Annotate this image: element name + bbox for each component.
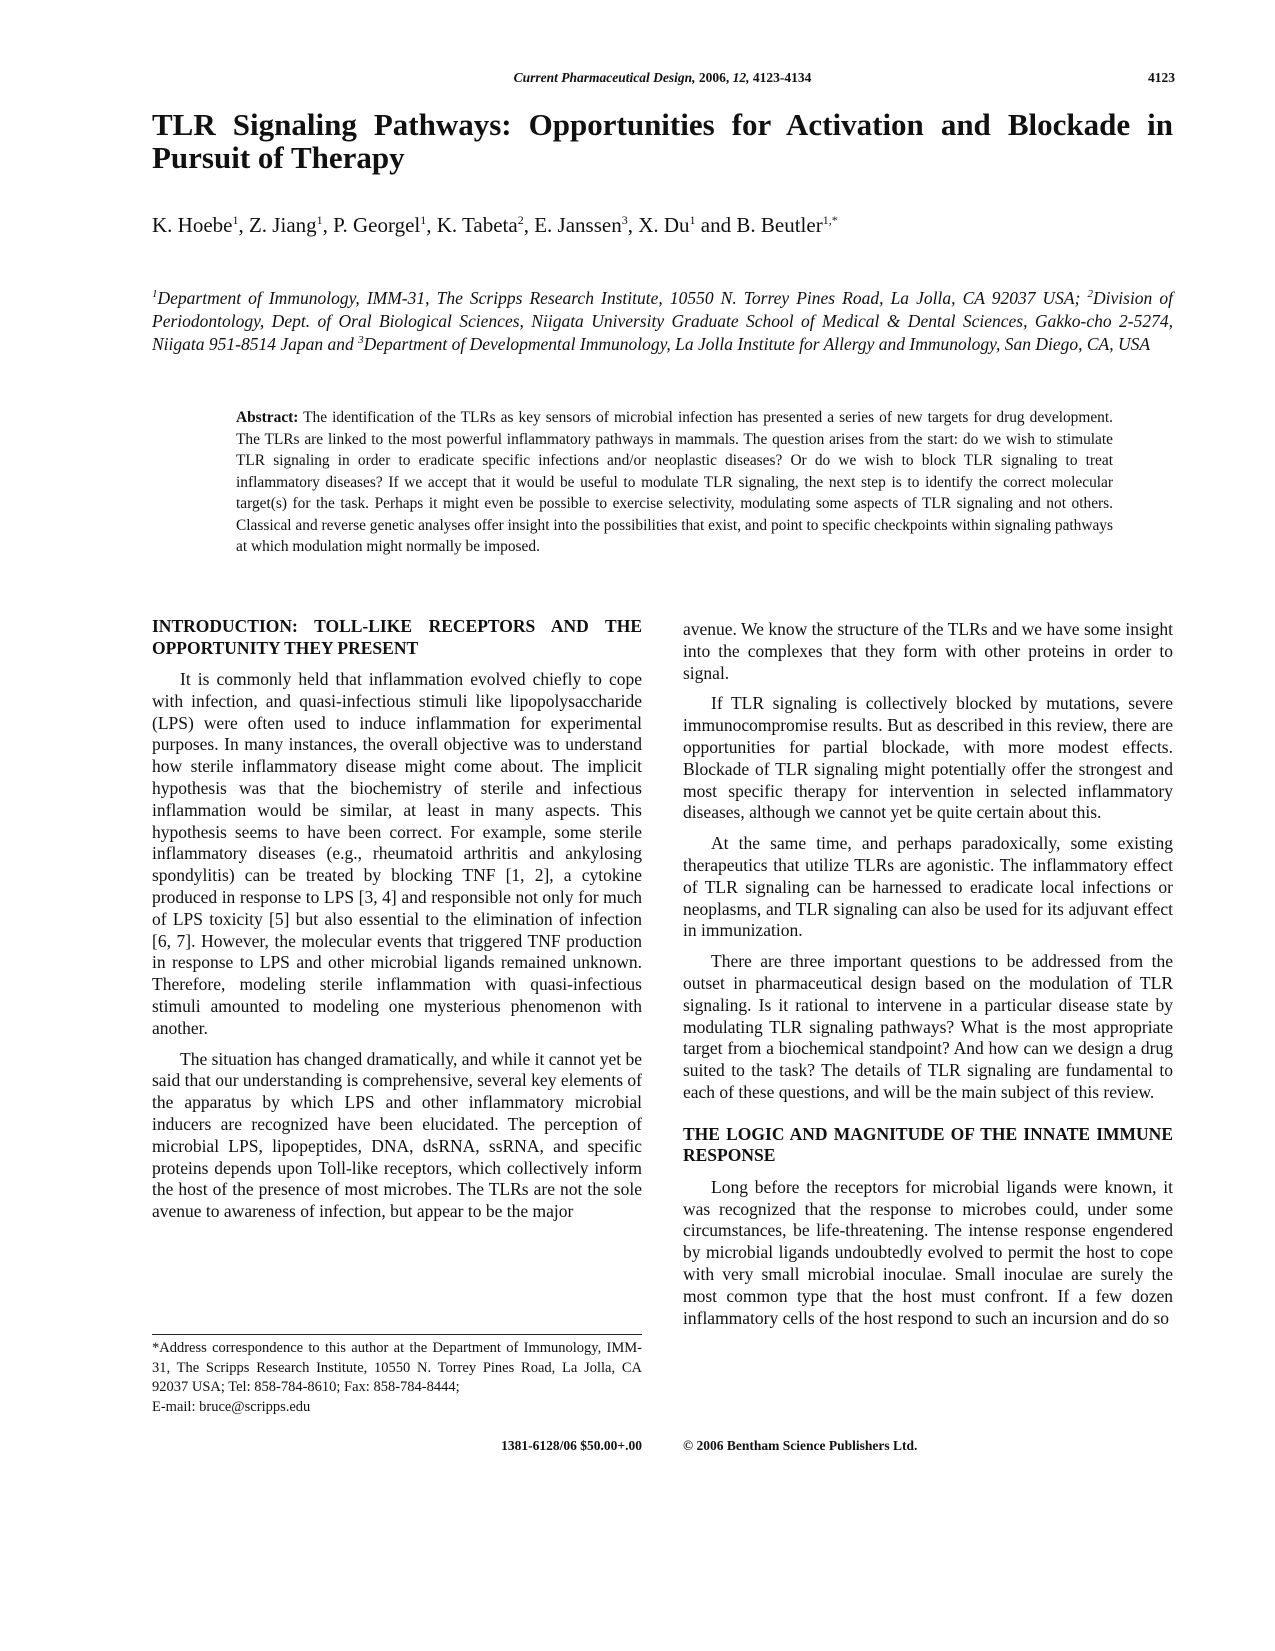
- running-head: [150, 70, 1175, 90]
- author-list: [152, 212, 1173, 238]
- affiliation-marker: 3: [358, 334, 364, 347]
- affiliation-text: Department of Developmental Immunology, La Jolla Institute for Allergy and Immunology, San Diego, CA, USA: [363, 334, 1151, 354]
- body-paragraph: Long before the receptors for microbial ligands were known, it was recognized that the response to microbes could, under some circumstances, be life-threatening. The intense response engendered by microbial ligands undoubtedly evolved to permit the host to cope with very small microbial inoculae. Small inoculae are surely the most common type that the host must confront. If a few dozen inflammatory cells of the host respond to such an incursion and do so: [683, 1176, 1173, 1328]
- footnote-address: *Address correspondence to this author at the Department of Immunology, IMM-31, The Scripps Research Institute, 10550 N. Torrey Pines Road, La Jolla, CA 92037 USA; Tel: 858-784-8610; Fax: 858-784-8444;: [152, 1340, 642, 1395]
- abstract-label: Abstract:: [236, 409, 299, 426]
- page-number: 4123: [1148, 70, 1175, 85]
- journal-citation: [150, 70, 1175, 86]
- affiliation-text: Department of Immunology, IMM-31, The Scripps Research Institute, 10550 N. Torrey Pines Road, La Jolla, CA 92037 USA;: [157, 288, 1088, 308]
- author: K. Tabeta$^2$,: [436, 213, 535, 237]
- journal-pages: 4123-4134: [752, 70, 812, 85]
- copyright-notice: © 2006 Bentham Science Publishers Ltd.: [683, 1438, 918, 1453]
- footnote-email: E-mail: bruce@scripps.edu: [152, 1398, 311, 1415]
- body-paragraph: There are three important questions to be addressed from the outset in pharmaceutical design based on the modulation of TLR signaling. Is it rational to intervene in a particular disease state by modulating TLR signaling pathways? What is the most appropriate target from a biochemical standpoint? And how can we design a drug suited to the task? The details of TLR signaling are fundamental to each of these questions, and will be the main subject of this review.: [683, 951, 1173, 1102]
- author: Z. Jiang$^1$,: [248, 213, 334, 237]
- body-paragraph: If TLR signaling is collectively blocked by mutations, severe immunocompromise results. But as described in this review, there are opportunities for partial blockade, with more modest effects. Blockade of TLR signaling might potentially offer the strongest and most specific therapy for intervention in selected inflammatory diseases, although we cannot yet be quite certain about this.: [683, 693, 1173, 823]
- body-paragraph: It is commonly held that inflammation evolved chiefly to cope with infection, and quasi-infectious stimuli like lipopolysaccharide (LPS) were often used to induce inflammation for experimental purposes. In many instances, the overall objective was to understand how sterile inflammatory disease might come about. The implicit hypothesis was that the biochemistry of sterile and infectious inflammation would be similar, at least in many aspects. This hypothesis seems to have been correct. For example, some sterile inflammatory diseases (e.g., rheumatoid arthritis and ankylosing spondylitis) can be treated by blocking TNF [1, 2], a cytokine produced in response to LPS [3, 4] and responsible not only for much of LPS toxicity [5] but also essential to the elimination of infection [6, 7]. However, the molecular events that triggered TNF production in response to LPS and other microbial ligands remained unknown. Therefore, modeling sterile inflammation with quasi-infectious stimuli amounted to modeling one mysterious phenomenon with another.: [152, 669, 642, 1038]
- affiliation-text: Division of Periodontology, Dept. of Oral Biological Sciences, Niigata University Graduate School of Medical & Dental Sciences, Gakko-cho 2-5274, Niigata 951-8514 Japan and: [152, 288, 1173, 354]
- affiliations: [152, 287, 1173, 356]
- body-paragraph-continued: avenue. We know the structure of the TLRs and we have some insight into the complexes that they form with other proteins in order to signal.: [683, 619, 1173, 683]
- affiliation-marker: 2: [1087, 288, 1093, 301]
- journal-volume: 12,: [732, 70, 750, 85]
- author: X. Du$^1$ and: [638, 213, 737, 237]
- correspondence-footnote: [152, 1339, 642, 1417]
- affiliation-marker: 1: [152, 288, 158, 301]
- article-title: TLR Signaling Pathways: Opportunities for Activation and Blockade in Pursuit of Therapy: [152, 107, 1173, 175]
- abstract-text: The identification of the TLRs as key sensors of microbial infection has presented a series of new targets for drug development. The TLRs are linked to the most powerful inflammatory pathways in mammals. The question arises from the start: do we wish to stimulate TLR signaling in order to eradicate specific infections and/or neoplastic diseases? Or do we wish to block TLR signaling to treat inflammatory diseases? If we accept that it would be useful to modulate TLR signaling, the next step is to identify the correct molecular target(s) for the task. Perhaps it might even be possible to exercise selectivity, modulating some aspects of TLR signaling and not others. Classical and reverse genetic analyses offer insight into the possibilities that exist, and point to specific checkpoints within signaling pathways at which modulation might normally be imposed.: [236, 409, 1113, 555]
- footnote-divider: [152, 1334, 642, 1335]
- right-column: [683, 619, 1173, 1338]
- section-heading-innate-response: THE LOGIC AND MAGNITUDE OF THE INNATE IMMUNE RESPONSE: [683, 1123, 1173, 1166]
- journal-name: Current Pharmaceutical Design,: [513, 70, 696, 85]
- body-paragraph: The situation has changed dramatically, and while it cannot yet be said that our understanding is comprehensive, several key elements of the apparatus by which LPS and other inflammatory microbial inducers are recognized have been elucidated. The perception of microbial LPS, lipopeptides, DNA, dsRNA, ssRNA, and specific proteins depends upon Toll-like receptors, which collectively inform the host of the presence of most microbes. The TLRs are not the sole avenue to awareness of infection, but appear to be the major: [152, 1048, 642, 1222]
- section-heading-introduction: INTRODUCTION: TOLL-LIKE RECEPTORS AND THE OPPORTUNITY THEY PRESENT: [152, 616, 642, 658]
- author: E. Janssen$^3$,: [534, 213, 639, 237]
- body-paragraph: At the same time, and perhaps paradoxically, some existing therapeutics that utilize TLRs are agonistic. The inflammatory effect of TLR signaling can be harnessed to eradicate local infections or neoplasms, and TLR signaling can also be used for its adjuvant effect in immunization.: [683, 833, 1173, 941]
- left-column: [152, 616, 642, 1232]
- abstract: [236, 407, 1113, 558]
- issn-price: 1381-6128/06 $50.00+.00: [501, 1438, 642, 1453]
- author: B. Beutler$^{1,*}$: [736, 213, 838, 237]
- journal-year: 2006,: [698, 70, 730, 85]
- author: K. Hoebe$^1$,: [152, 213, 249, 237]
- author: P. Georgel$^1$,: [333, 213, 437, 237]
